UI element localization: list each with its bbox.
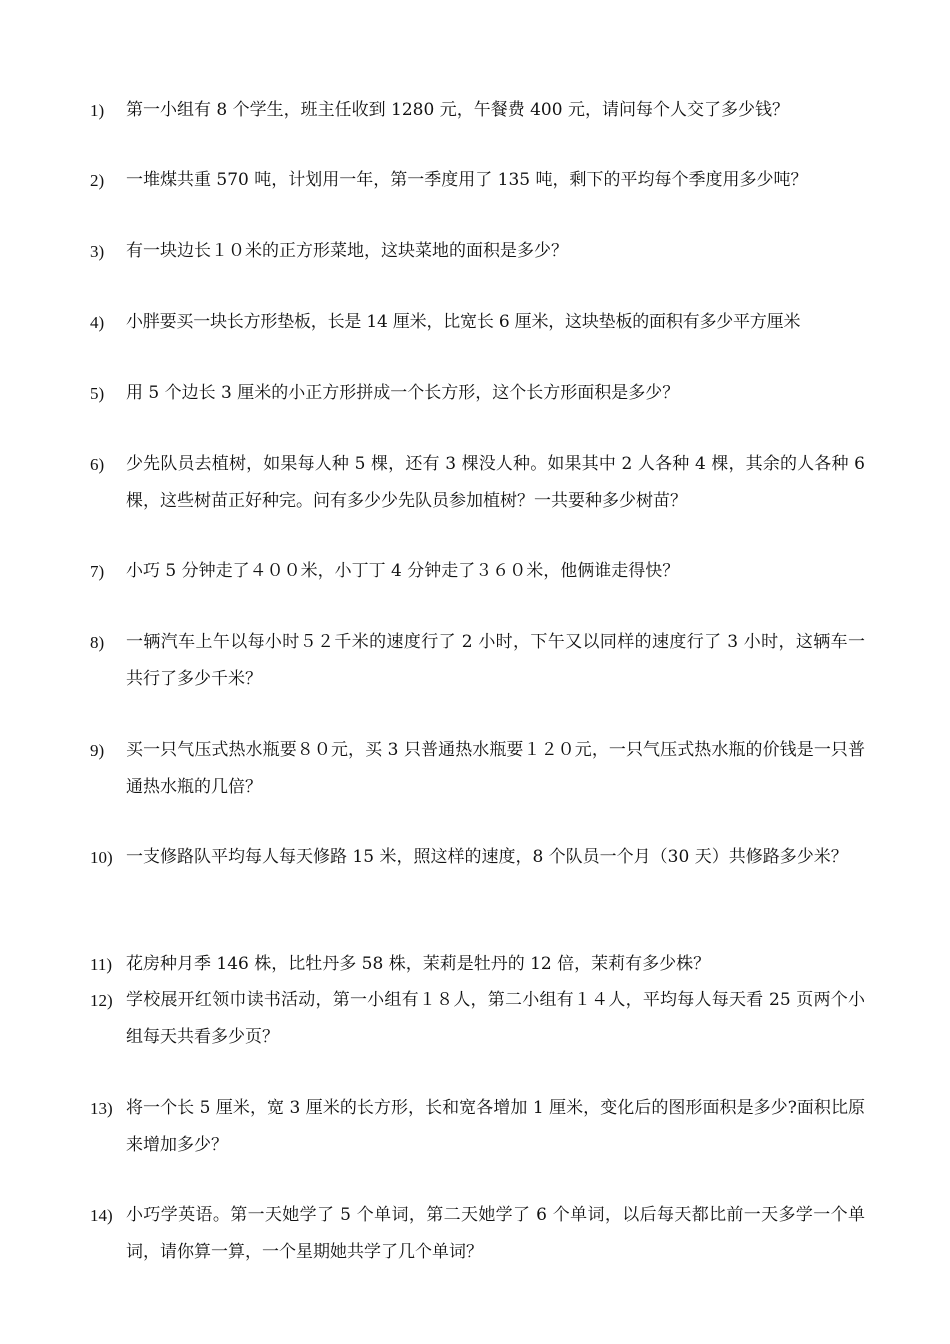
question-text: 少先队员去植树，如果每人种 5 棵，还有 3 棵没人种。如果其中 2 人各种 4 棵，其余的人各种 6 棵，这些树苗正好种完。问有多少少先队员参加植树？一共要种多少树苗？ bbox=[126, 454, 865, 511]
question-text: 一支修路队平均每人每天修路 15 米，照这样的速度，8 个队员一个月（30 天）共修路多少米？ bbox=[126, 847, 848, 867]
question-number: 14) bbox=[90, 1206, 113, 1225]
question-text: 买一只气压式热水瓶要８０元，买 3 只普通热水瓶要１２０元，一只气压式热水瓶的价钱是一只普通热水瓶的几倍？ bbox=[126, 740, 865, 797]
question-text: 小巧学英语。第一天她学了 5 个单词，第二天她学了 6 个单词，以后每天都比前一天多学一个单词，请你算一算，一个星期她共学了几个单词？ bbox=[126, 1205, 865, 1262]
question-number: 2) bbox=[90, 171, 105, 190]
question-text: 有一块边长１０米的正方形菜地，这块菜地的面积是多少？ bbox=[126, 241, 568, 261]
question-text: 一堆煤共重 570 吨，计划用一年，第一季度用了 135 吨，剩下的平均每个季度用多少吨？ bbox=[126, 170, 808, 190]
question-number: 12) bbox=[90, 991, 113, 1010]
question-text: 一辆汽车上午以每小时５２千米的速度行了 2 小时，下午又以同样的速度行了 3 小时，这辆车一共行了多少千米？ bbox=[126, 632, 865, 689]
question-text: 第一小组有 8 个学生，班主任收到 1280 元，午餐费 400 元，请问每个人交了多少钱？ bbox=[126, 100, 789, 120]
question-number: 13) bbox=[90, 1099, 113, 1118]
question-number: 10) bbox=[90, 848, 113, 867]
question-number: 1) bbox=[90, 101, 105, 120]
question-number: 4) bbox=[90, 313, 105, 332]
question-text: 小胖要买一块长方形垫板，长是 14 厘米，比宽长 6 厘米，这块垫板的面积有多少平方厘米 bbox=[126, 312, 801, 332]
question-number: 5) bbox=[90, 384, 105, 403]
question-text: 将一个长 5 厘米，宽 3 厘米的长方形，长和宽各增加 1 厘米，变化后的图形面积是多少?面积比原来增加多少？ bbox=[126, 1098, 865, 1155]
question-number: 3) bbox=[90, 242, 105, 261]
question-text: 用 5 个边长 3 厘米的小正方形拼成一个长方形，这个长方形面积是多少？ bbox=[126, 383, 680, 403]
question-text: 小巧 5 分钟走了４００米，小丁丁 4 分钟走了３６０米，他俩谁走得快？ bbox=[126, 561, 680, 581]
question-number: 9) bbox=[90, 741, 105, 760]
question-number: 6) bbox=[90, 455, 105, 474]
question-number: 7) bbox=[90, 562, 105, 581]
question-text: 学校展开红领巾读书活动，第一小组有１８人，第二小组有１４人，平均每人每天看 25 页两个小组每天共看多少页？ bbox=[126, 990, 865, 1047]
question-text: 花房种月季 146 株，比牡丹多 58 株，茉莉是牡丹的 12 倍，茉莉有多少株？ bbox=[126, 954, 711, 974]
question-number: 8) bbox=[90, 633, 105, 652]
question-number: 11) bbox=[90, 955, 113, 974]
